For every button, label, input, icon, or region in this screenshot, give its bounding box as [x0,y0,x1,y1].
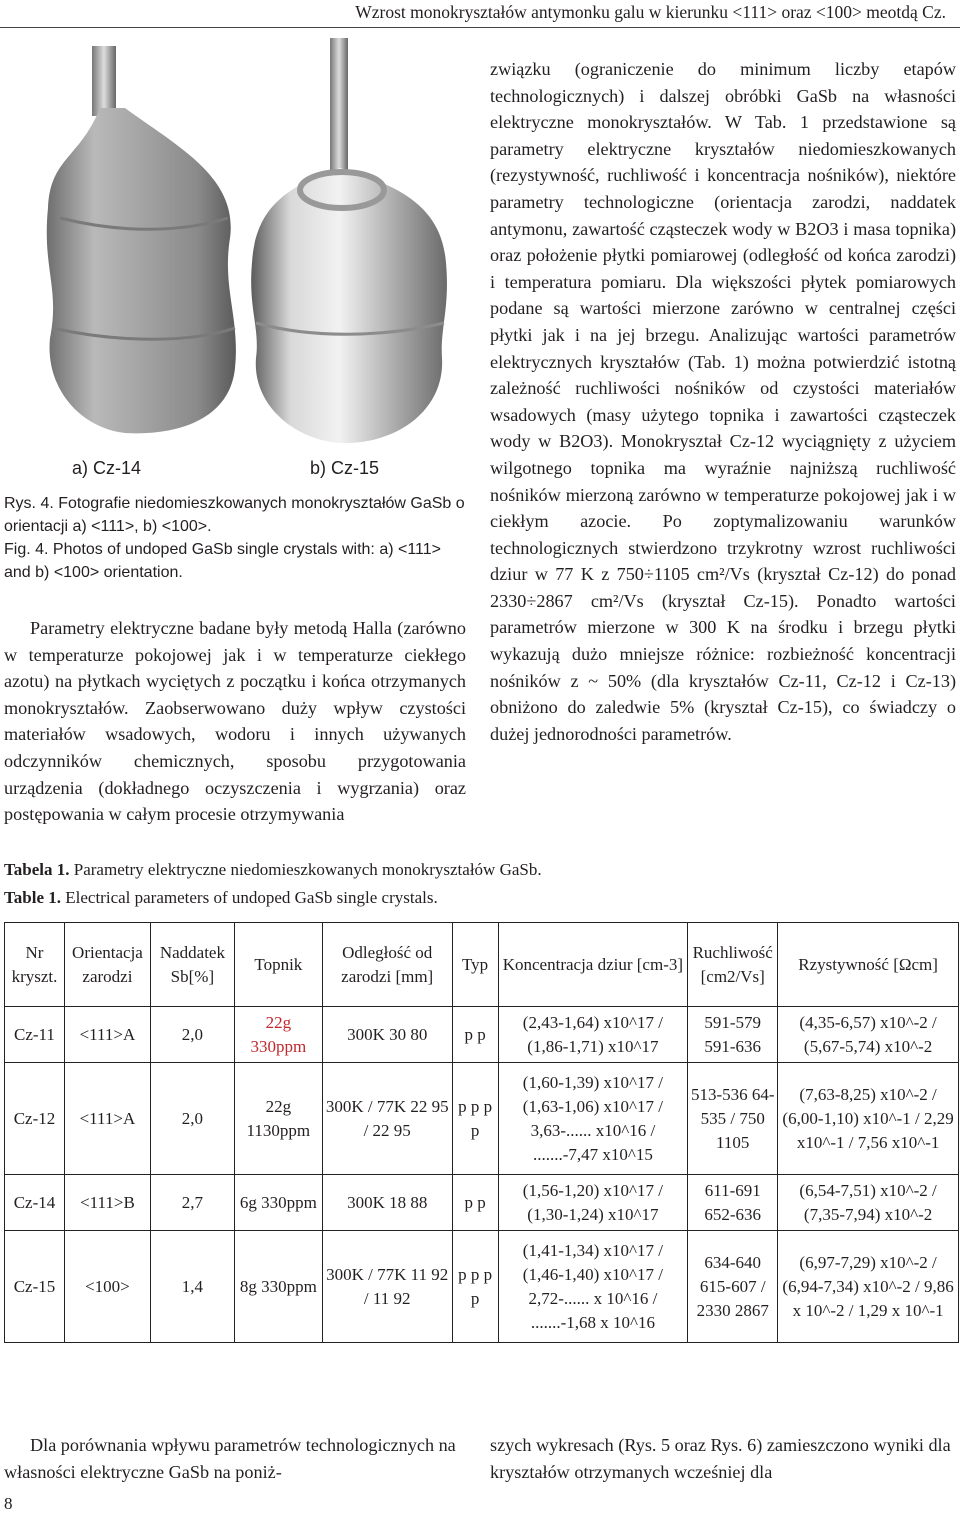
header-rule [0,27,960,28]
figure-caption-en: Fig. 4. Photos of undoped GaSb single crystals with: a) <111> and b) <100> orientation. [4,541,441,581]
cell-resistivity: (7,63-8,25) x10^-2 / (6,00-1,10) x10^-1 / 2,29 x10^-1 / 7,56 x10^-1 [778,1063,959,1175]
page-number: 8 [4,1494,13,1513]
figure-label-a: a) Cz-14 [72,458,142,478]
cell-concentration: (1,56-1,20) x10^17 / (1,30-1,24) x10^17 [498,1175,688,1231]
cell-temp: 300K [347,1024,385,1044]
footer-left-text: Dla porównania wpływu parametrów technologicznych na własności elektryczne GaSb na poniż- [4,1435,456,1482]
cell-resistivity: (6,54-7,51) x10^-2 / (7,35-7,94) x10^-2 [778,1175,959,1231]
table-header-row [5,923,959,1007]
col-header: Typ [452,923,498,1007]
figure-caption [4,492,466,584]
right-column-text [490,56,956,747]
col-header: Orientacja zarodzi [64,923,150,1007]
cell-type: p p p p [452,1063,498,1175]
cell-orientation: <100> [64,1231,150,1343]
left-column-text [4,615,466,828]
cell-sb: 2,7 [150,1175,234,1231]
cell-concentration: (2,43-1,64) x10^17 / (1,86-1,71) x10^17 [498,1007,688,1063]
cell-dist: 18 88 [389,1192,428,1212]
cell-resistivity: (6,97-7,29) x10^-2 / (6,94-7,34) x10^-2 / 9,86 x 10^-2 / 1,29 x 10^-1 [778,1231,959,1343]
running-header [0,0,960,28]
cell-nr: Cz-12 [5,1063,65,1175]
table-row [5,1007,959,1063]
cell-topnik [234,1007,322,1063]
cell-mobility: 634-640 615-607 / 2330 2867 [688,1231,778,1343]
cell-concentration: (1,41-1,34) x10^17 / (1,46-1,40) x10^17 / 2,72-...... x 10^16 / .......-1,68 x 10^16 [498,1231,688,1343]
figure-label-b: b) Cz-15 [310,458,380,478]
running-title: Wzrost monokryształów antymonku galu w kierunku <111> oraz <100> meotdą Cz. [355,2,946,22]
cell-mobility: 591-579 591-636 [688,1007,778,1063]
table-caption-en: Electrical parameters of undoped GaSb single crystals. [65,888,438,907]
cell-topnik: 8g 330ppm [234,1231,322,1343]
left-paragraph: Parametry elektryczne badane były metodą Halla (zarówno w temperaturze pokojowej jak i w temperaturze ciekłego azotu) na płytkach wyciętych z początku i końca otrzymanych monokryształów. Zaobserwowano duży wpływ czystości materiałów wsadowych, wodoru i innych używanych odczynników chemicznych, sposobu przygotowania urządzenia (dokładnego oczyszczenia i wygrzania) oraz postępowania w całym procesie otrzymywania [4,618,466,825]
table-caption-en-label: Table 1. [4,888,62,907]
cell-resistivity: (4,35-6,57) x10^-2 / (5,67-5,74) x10^-2 [778,1007,959,1063]
table-row [5,1231,959,1343]
table-row [5,1063,959,1175]
crystal-photos [30,38,460,458]
cell-mobility: 513-536 64-535 / 750 1105 [688,1063,778,1175]
cell-sb: 2,0 [150,1007,234,1063]
cell-orientation: <111>A [64,1007,150,1063]
cell-concentration: (1,60-1,39) x10^17 / (1,63-1,06) x10^17 / 3,63-...... x10^16 / .......-7,47 x10^15 [498,1063,688,1175]
cell-distance [322,1231,452,1343]
crystal-b-image [251,38,447,443]
footer-right-text: szych wykresach (Rys. 5 oraz Rys. 6) zamieszczono wyniki dla kryształów otrzymanych wcześniej dla [490,1435,951,1482]
col-header: Naddatek Sb[%] [150,923,234,1007]
cell-topnik-text: 22g 330ppm [250,1012,307,1056]
col-header: Ruchliwość [cm2/Vs] [688,923,778,1007]
cell-temp: 300K [347,1192,385,1212]
col-header: Topnik [234,923,322,1007]
cell-temp: 300K / 77K [326,1264,407,1284]
cell-type: p p p p [452,1231,498,1343]
col-header: Nr kryszt. [5,923,65,1007]
col-header: Rzystywność [Ωcm] [778,923,959,1007]
cell-topnik: 22g 1130ppm [234,1063,322,1175]
cell-dist: 30 80 [389,1024,428,1044]
cell-distance [322,1063,452,1175]
table-caption-pl: Parametry elektryczne niedomieszkowanych monokryształów GaSb. [73,860,542,879]
parameters-table [4,922,959,1343]
cell-orientation: <111>A [64,1063,150,1175]
table-caption-pl-label: Tabela 1. [4,860,70,879]
cell-nr: Cz-15 [5,1231,65,1343]
table-caption [4,856,542,912]
cell-nr: Cz-11 [5,1007,65,1063]
cell-dist: 11 92 / 11 92 [363,1264,449,1308]
cell-orientation: <111>B [64,1175,150,1231]
crystal-a-image [47,46,236,433]
cell-mobility: 611-691 652-636 [688,1175,778,1231]
cell-sb: 2,0 [150,1063,234,1175]
col-header: Koncentracja dziur [cm-3] [498,923,688,1007]
cell-distance [322,1007,452,1063]
cell-dist: 22 95 / 22 95 [363,1096,449,1140]
cell-temp: 300K / 77K [325,1096,407,1116]
right-paragraph: związku (ograniczenie do minimum liczby etapów technologicznych) i dalszej obróbki GaSb na własności elektryczne monokryształów. W Tab. 1 przedstawione są parametry elektryczne kryształów niedomieszkowanych (rezystywność, ruchliwość i koncentracja nośników), niektóre parametry technologiczne (orientacja zarodzi, naddatek antymonu, zawartość cząsteczek wody w B2O3 i masa topnika) oraz położenie płytki pomiarowej (odległość od końca zarodzi) i temperatura pomiaru. Dla większości płytek pomiarowych podane są wartości mierzone zarówno w centralnej części płytki jak i na jej brzegu. Analizując wartości parametrów elektrycznych kryształów (Tab. 1) można potwierdzić istotną zależność ruchliwości nośników od czystości materiałów wsadowych (masy użytego topnika i zawartości cząsteczek wody w B2O3). Monokryształ Cz-12 wyciągnięty z użyciem wilgotnego topnika ma wyraźnie najniższą ruchliwość nośników mierzoną zarówno w temperaturze pokojowej jak i w ciekłym azocie. Po zoptymalizowaniu warunków technologicznych stwierdzono trzykrotny wzrost ruchliwości dziur w 77 K z 750÷1105 cm²/Vs (kryształ Cz-12) do ponad 2330÷2867 cm²/Vs (kryształ Cz-15). Ponadto wartości parametrów mierzone w 300 K na środku i brzegu płytki wykazują dużo mniejsze różnice: rozbieżność koncentracji nośników z ~ 50% (dla kryształów Cz-11, Cz-12 i Cz-13) obniżono do zaledwie 5% (kryształ Cz-15), co świadczy o dużej jednorodności parametrów. [490,59,956,744]
col-header: Odległość od zarodzi [mm] [322,923,452,1007]
figure-caption-pl: Rys. 4. Fotografie niedomieszkowanych monokryształów GaSb o orientacji a) <111>, b) <100>. [4,495,465,535]
cell-topnik: 6g 330ppm [234,1175,322,1231]
cell-type: p p [452,1007,498,1063]
cell-nr: Cz-14 [5,1175,65,1231]
cell-sb: 1,4 [150,1231,234,1343]
table-row [5,1175,959,1231]
cell-distance [322,1175,452,1231]
cell-type: p p [452,1175,498,1231]
